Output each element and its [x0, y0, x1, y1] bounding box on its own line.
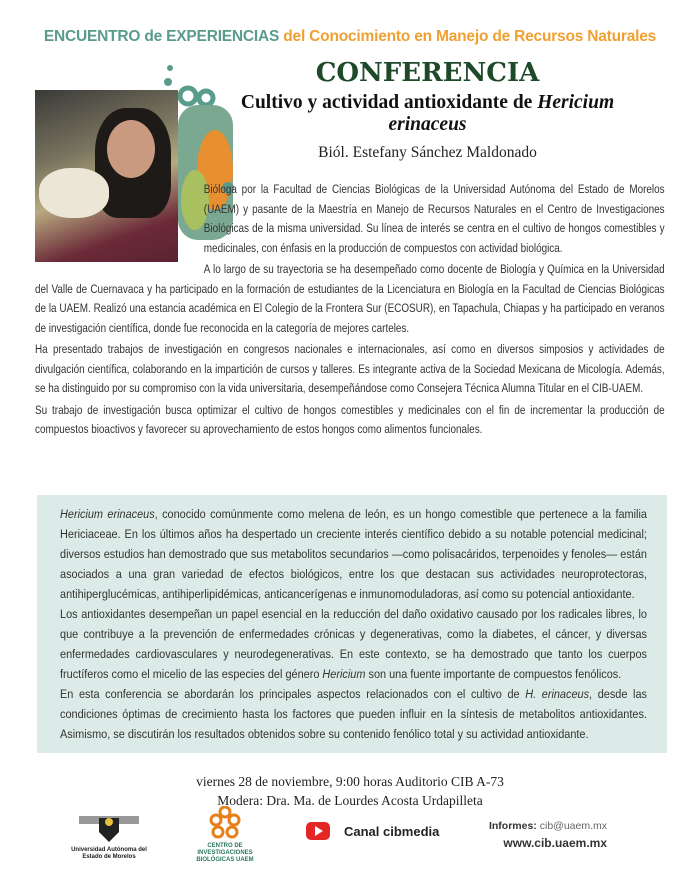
contact-info [489, 818, 607, 852]
abstract-box [37, 495, 667, 753]
bio-paragraph: Bióloga por la Facultad de Ciencias Biológicas de la Universidad Autónoma del Estado de Morelos (UAEM) y pasante de la Maestría en Manejo de Recursos Naturales en el Centro de Investigaciones Biológicas de la misma universidad. Su línea de interés se centra en el cultivo de hongos comestibles y medicinales, con énfasis en la producción de compuestos con actividad biológica. [203, 182, 665, 255]
event-datetime: viernes 28 de noviembre, 9:00 horas Auditorio CIB A-73 [196, 774, 504, 789]
speaker-bio [35, 180, 665, 440]
website-link[interactable]: www.cib.uaem.mx [503, 836, 607, 850]
abstract-paragraph: En esta conferencia se abordarán los principales aspectos relacionados con el cultivo de H. erinaceus, desde las condiciones óptimas de crecimiento hasta los factores que pueden influir en la síntesis de metabolitos antioxidantes. Asimismo, se discutirán los resultados obtenidos sobre su contenido fenólico total y su actividad antioxidante. [60, 687, 647, 741]
abstract-text [60, 504, 647, 744]
bio-paragraph: A lo largo de su trayectoria se ha desempeñado como docente de Biología y Química en la Universidad del Valle de Cuernavaca y ha participado en la formación de estudiantes de la Licenciatura en Biología en la Facultad de Ciencias Biológicas de la UAEM. Realizó una estancia académica en El Colegio de la Frontera Sur (ECOSUR), en Tapachula, Chiapas y ha participado en veranos de investigación científica, donde fue reconocida en la categoría de mejores carteles. [35, 262, 665, 335]
talk-title-species: Hericium erinaceus [388, 92, 615, 135]
speaker-name: Biól. Estefany Sánchez Maldonado [318, 144, 537, 161]
youtube-icon[interactable] [306, 822, 330, 840]
uaem-logo [66, 812, 152, 861]
bio-paragraph: Su trabajo de investigación busca optimizar el cultivo de hongos comestibles y medicinales con el fin de incrementar la producción de compuestos bioactivos y favorecer su aprovechamiento de estos hongos como alimentos funcionales. [35, 402, 665, 436]
header-part2: del Conocimiento en Manejo de Recursos Naturales [283, 28, 657, 45]
bio-paragraph: Ha presentado trabajos de investigación en congresos nacionales e internacionales, así como en diversos simposios y actividades de divulgación científica, colaborando en la impartición de cursos y talleres. Es integrante activa de la Sociedad Mexicana de Micología. Además, se ha distinguido por su compromiso con la vida universitaria, desempeñándose como Consejera Técnica Alumna Titular en el CIB-UAEM. [35, 342, 665, 395]
uaem-shield-icon [79, 812, 139, 844]
youtube-channel-link[interactable]: Canal cibmedia [344, 824, 440, 839]
cib-logo [190, 806, 260, 864]
page-title: CONFERENCIA [315, 58, 540, 88]
talk-title-plain: Cultivo y actividad antioxidante de [240, 92, 538, 113]
event-details [0, 772, 700, 810]
event-series-header [0, 28, 700, 46]
cib-spiral-icon [209, 806, 241, 840]
talk-title [215, 92, 640, 136]
info-label: Informes: [488, 820, 537, 832]
cib-name: CENTRO DE INVESTIGACIONES BIOLÓGICAS UAEM [196, 843, 254, 863]
header-part1: ENCUENTRO de EXPERIENCIAS [43, 28, 280, 45]
contact-email[interactable]: cib@uaem.mx [539, 820, 607, 832]
event-moderator: Modera: Dra. Ma. de Lourdes Acosta Urdapilleta [217, 793, 483, 808]
abstract-paragraph: Hericium erinaceus, conocido comúnmente como melena de león, es un hongo comestible que pertenece a la familia Hericiaceae. En los últimos años ha despertado un creciente interés científico debido a su notable potencial medicinal; diversos estudios han demostrado que sus metabolitos secundarios —como polisacáridos, terpenoides y fenoles— están asociados a una gran variedad de efectos biológicos, entre los que destacan sus actividades neuroprotectoras, antihiperglucémicas, antihiperlipidémicas, anticancerígenas e inmunomoduladoras, así como su potencial antioxidante. [60, 507, 647, 601]
abstract-paragraph: Los antioxidantes desempeñan un papel esencial en la reducción del daño oxidativo causado por los radicales libres, lo que contribuye a la prevención de enfermedades crónicas y degenerativas, como la diabetes, el cáncer, y diversas enfermedades cardiovasculares y neurodegenerativas. En este contexto, se ha demostrado que tanto los cuerpos fructíferos como el micelio de las especies del género Hericium son una fuente importante de compuestos fenólicos. [60, 607, 647, 681]
uaem-name: Universidad Autónoma del Estado de Morelos [71, 847, 147, 860]
